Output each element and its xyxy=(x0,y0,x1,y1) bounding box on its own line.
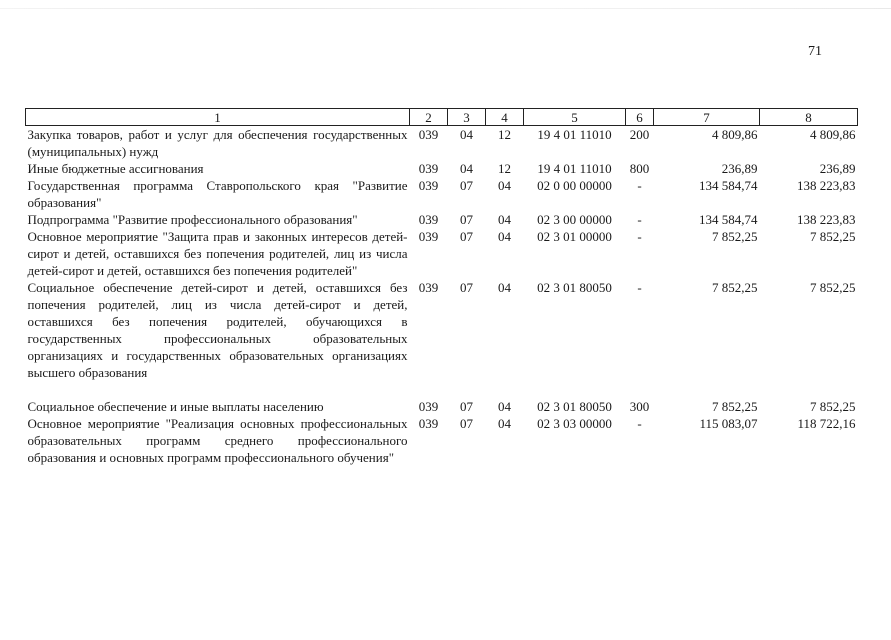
cell-subsection: 04 xyxy=(498,212,511,227)
cell-section: 07 xyxy=(460,178,473,193)
cell-section: 04 xyxy=(460,161,473,176)
cell-amount-col7: 115 083,07 xyxy=(699,416,758,431)
cell-target-article: 19 4 01 11010 xyxy=(537,127,612,142)
cell-ministry-code: 039 xyxy=(418,178,439,193)
cell-subsection: 04 xyxy=(498,416,511,431)
cell-expense-type: 800 xyxy=(629,161,650,176)
cell-amount-col7: 134 584,74 xyxy=(699,178,758,193)
cell-amount-col7: 236,89 xyxy=(721,161,758,176)
scan-edge xyxy=(0,8,891,9)
column-header: 1 xyxy=(26,109,410,126)
cell-target-article: 02 3 00 00000 xyxy=(537,212,612,227)
cell-amount-col7: 134 584,74 xyxy=(699,212,758,227)
cell-section: 07 xyxy=(460,212,473,227)
row-name: Иные бюджетные ассигнования xyxy=(27,161,204,176)
cell-target-article: 02 3 01 80050 xyxy=(537,280,612,295)
column-header: 3 xyxy=(448,109,486,126)
cell-section: 07 xyxy=(460,229,473,244)
cell-amount-col8: 138 223,83 xyxy=(797,178,856,193)
row-name: Основное мероприятие "Защита прав и законных интересов детей-сирот и детей, оставшихся без попечения родителей, лиц из числа детей-сирот и детей, оставшихся без попечения родителей" xyxy=(27,229,408,278)
cell-amount-col8: 236,89 xyxy=(819,161,856,176)
cell-ministry-code: 039 xyxy=(418,127,439,142)
cell-subsection: 12 xyxy=(498,127,511,142)
cell-expense-type: - xyxy=(637,416,642,431)
cell-expense-type: - xyxy=(637,212,642,227)
cell-expense-type: - xyxy=(637,178,642,193)
table-row xyxy=(26,228,858,279)
cell-ministry-code: 039 xyxy=(418,399,439,414)
blank-cell xyxy=(26,381,858,398)
cell-ministry-code: 039 xyxy=(418,229,439,244)
cell-expense-type: - xyxy=(637,280,642,295)
cell-amount-col8: 138 223,83 xyxy=(797,212,856,227)
cell-section: 04 xyxy=(460,127,473,142)
column-header: 5 xyxy=(524,109,626,126)
cell-ministry-code: 039 xyxy=(418,280,439,295)
cell-amount-col7: 7 852,25 xyxy=(712,229,758,244)
cell-expense-type: - xyxy=(637,229,642,244)
row-name: Закупка товаров, работ и услуг для обеспечения государственных (муниципальных) нужд xyxy=(27,127,408,159)
blank-row xyxy=(26,381,858,398)
cell-subsection: 04 xyxy=(498,280,511,295)
cell-subsection: 04 xyxy=(498,178,511,193)
cell-amount-col8: 7 852,25 xyxy=(810,399,856,414)
cell-amount-col7: 7 852,25 xyxy=(712,399,758,414)
cell-ministry-code: 039 xyxy=(418,416,439,431)
table-row xyxy=(26,415,858,466)
table-row xyxy=(26,160,858,177)
column-header: 4 xyxy=(486,109,524,126)
cell-ministry-code: 039 xyxy=(418,161,439,176)
column-header: 2 xyxy=(410,109,448,126)
cell-ministry-code: 039 xyxy=(418,212,439,227)
cell-section: 07 xyxy=(460,399,473,414)
cell-amount-col8: 4 809,86 xyxy=(810,127,856,142)
page-number: 71 xyxy=(808,44,822,59)
cell-amount-col8: 7 852,25 xyxy=(810,280,856,295)
cell-target-article: 02 3 01 00000 xyxy=(537,229,612,244)
table-row xyxy=(26,398,858,415)
cell-target-article: 02 0 00 00000 xyxy=(537,178,612,193)
row-name: Основное мероприятие "Реализация основных профессиональных образовательных программ среднего профессионального образования и основных программ профессионального обучения" xyxy=(27,416,408,465)
cell-expense-type: 300 xyxy=(629,399,650,414)
cell-amount-col7: 4 809,86 xyxy=(712,127,758,142)
column-header: 8 xyxy=(760,109,858,126)
column-header: 7 xyxy=(654,109,760,126)
cell-target-article: 19 4 01 11010 xyxy=(537,161,612,176)
table-row xyxy=(26,126,858,161)
table-row xyxy=(26,279,858,381)
row-name: Подпрограмма "Развитие профессионального образования" xyxy=(27,212,358,227)
cell-amount-col7: 7 852,25 xyxy=(712,280,758,295)
row-name: Государственная программа Ставропольского края "Развитие образования" xyxy=(27,178,408,210)
cell-amount-col8: 7 852,25 xyxy=(810,229,856,244)
cell-amount-col8: 118 722,16 xyxy=(797,416,856,431)
cell-target-article: 02 3 01 80050 xyxy=(537,399,612,414)
cell-target-article: 02 3 03 00000 xyxy=(537,416,612,431)
table-row xyxy=(26,177,858,211)
row-name: Социальное обеспечение детей-сирот и детей, оставшихся без попечения родителей, лиц из числа детей-сирот и детей, оставшихся без попечения родителей, обучающихся в государственных профессиональных образовательных организациях и государственных образовательных организациях высшего образования xyxy=(27,280,408,380)
cell-section: 07 xyxy=(460,280,473,295)
budget-table xyxy=(25,108,858,466)
row-name: Социальное обеспечение и иные выплаты населению xyxy=(27,399,324,414)
cell-section: 07 xyxy=(460,416,473,431)
cell-expense-type: 200 xyxy=(629,127,650,142)
cell-subsection: 12 xyxy=(498,161,511,176)
header-row xyxy=(26,109,858,126)
column-header: 6 xyxy=(626,109,654,126)
cell-subsection: 04 xyxy=(498,399,511,414)
table-row xyxy=(26,211,858,228)
cell-subsection: 04 xyxy=(498,229,511,244)
